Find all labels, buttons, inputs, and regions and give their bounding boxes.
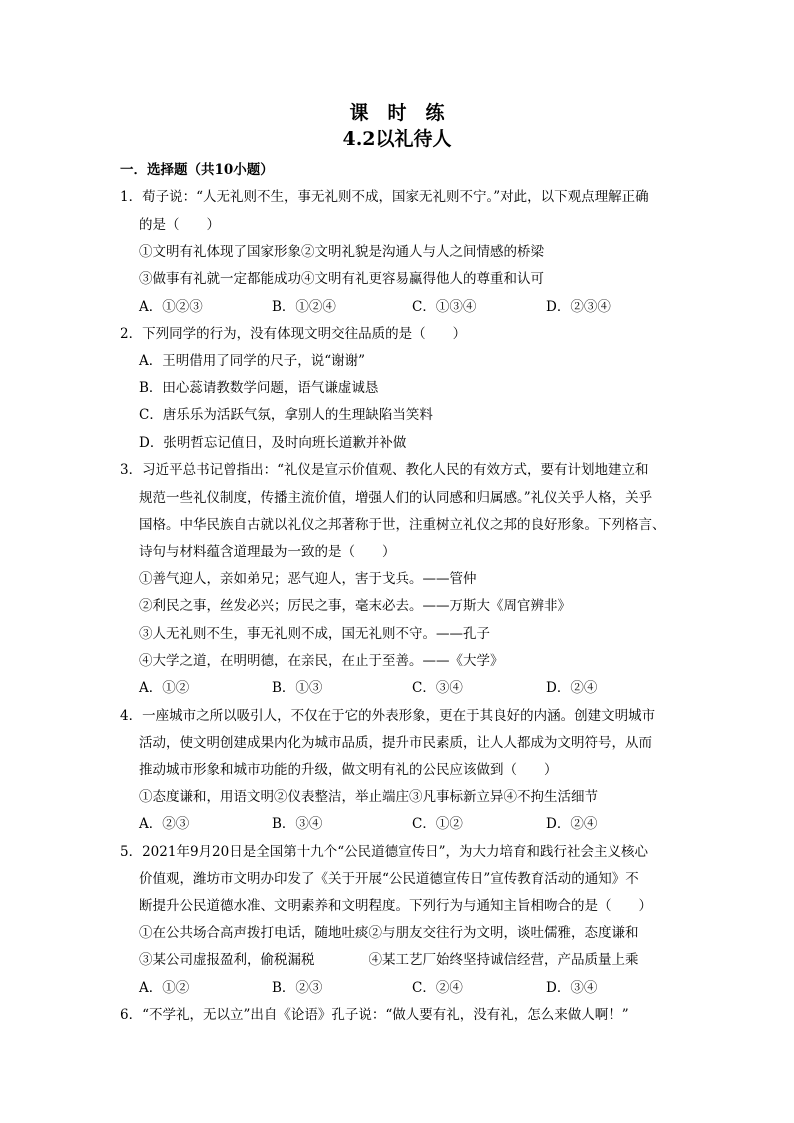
q3-option-b: B．①③: [272, 680, 323, 696]
q5-line-3: 断提升公民道德水准、文明素养和文明程度。下列行为与通知主旨相吻合的是（ ）: [139, 898, 652, 914]
q3-line-4: 诗句与材料蕴含道理最为一致的是（ ）: [139, 544, 396, 560]
q4-line-4: ①态度谦和，用语文明②仪表整洁，举止端庄③凡事标新立异④不拘生活细节: [139, 789, 598, 805]
q2-option-b: B．田心蕊请教数学问题，语气谦虚诚恳: [139, 380, 379, 396]
q2-option-d: D．张明哲忘记值日，及时向班长道歉并补做: [139, 435, 407, 451]
q4-line-3: 推动城市形象和城市功能的升级，做文明有礼的公民应该做到（ ）: [139, 762, 558, 778]
q2-option-c: C．唐乐乐为活跃气氛，拿别人的生理缺陷当笑料: [139, 407, 433, 423]
q3-option-c: C．③④: [412, 680, 463, 696]
q3-line-6: ②利民之事，丝发必兴；厉民之事，毫末必去。——万斯大《周官辨非》: [139, 598, 571, 614]
q1-line-2: 的是（ ）: [139, 217, 220, 233]
q3-line-3: 国格。中华民族自古就以礼仪之邦著称于世，注重树立礼仪之邦的良好形象。下列格言、: [139, 517, 666, 533]
q4-option-b: B．③④: [272, 816, 323, 832]
q5-option-b: B．②③: [272, 980, 323, 996]
q2-option-a: A．王明借用了同学的尺子，说“谢谢”: [139, 353, 366, 369]
q1-option-a: A．①②③: [139, 299, 203, 315]
q6-line-1: 6．“不学礼，无以立”出自《论语》孔子说：“做人要有礼，没有礼，怎么来做人啊！”: [120, 1007, 629, 1023]
q5-line-2: 价值观，潍坊市文明办印发了《关于开展“公民道德宣传日”宣传教育活动的通知》不: [139, 871, 639, 887]
q5-option-a: A．①②: [139, 980, 190, 996]
q3-line-5: ①善气迎人，亲如弟兄；恶气迎人，害于戈兵。——管仲: [139, 571, 477, 587]
q5-option-d: D．③④: [546, 980, 598, 996]
q2-line-1: 2．下列同学的行为，没有体现文明交往品质的是（ ）: [120, 326, 467, 342]
page-subtitle: 4.2以礼待人: [342, 128, 452, 150]
q5-line-1: 5．2021年9月20日是全国第十九个“公民道德宣传日”，为大力培育和践行社会主义核心: [120, 844, 649, 860]
q1-line-1: 1．荀子说：“人无礼则不生，事无礼则不成，国家无礼则不宁。”对此，以下观点理解正确: [120, 189, 649, 205]
q4-option-d: D．②④: [546, 816, 598, 832]
page-title: 课 时 练: [349, 102, 445, 124]
section-heading: 一．选择题（共10小题）: [120, 162, 274, 178]
q1-line-4: ③做事有礼就一定都能成功④文明有礼更容易赢得他人的尊重和认可: [139, 271, 544, 287]
q3-option-a: A．①②: [139, 680, 190, 696]
q4-line-2: 活动，使文明创建成果内化为城市品质，提升市民素质，让人人都成为文明符号，从而: [139, 735, 652, 751]
q1-option-d: D．②③④: [546, 299, 611, 315]
q4-option-a: A．②③: [139, 816, 190, 832]
q3-option-d: D．②④: [546, 680, 598, 696]
q4-option-c: C．①②: [412, 816, 463, 832]
q3-line-7: ③人无礼则不生，事无礼则不成，国无礼则不守。——孔子: [139, 626, 490, 642]
q1-line-3: ①文明有礼体现了国家形象②文明礼貌是沟通人与人之间情感的桥梁: [139, 244, 544, 260]
q1-option-c: C．①③④: [412, 299, 477, 315]
q1-option-b: B．①②④: [272, 299, 336, 315]
q3-line-1: 3．习近平总书记曾指出：“礼仪是宣示价值观、教化人民的有效方式，要有计划地建立和: [120, 462, 649, 478]
q5-line-4: ①在公共场合高声拨打电话，随地吐痰②与朋友交往行为文明，谈吐儒雅，态度谦和: [139, 925, 639, 941]
q4-line-1: 4．一座城市之所以吸引人，不仅在于它的外表形象，更在于其良好的内涵。创建文明城市: [120, 708, 656, 724]
q3-line-8: ④大学之道，在明明德，在亲民，在止于至善。——《大学》: [139, 653, 504, 669]
q5-option-c: C．②④: [412, 980, 463, 996]
q5-line-5: ③某公司虚报盈利，偷税漏税 ④某工艺厂始终坚持诚信经营，产品质量上乘: [139, 952, 639, 968]
q3-line-2: 规范一些礼仪制度，传播主流价值，增强人们的认同感和归属感。”礼仪关乎人格，关乎: [139, 490, 653, 506]
